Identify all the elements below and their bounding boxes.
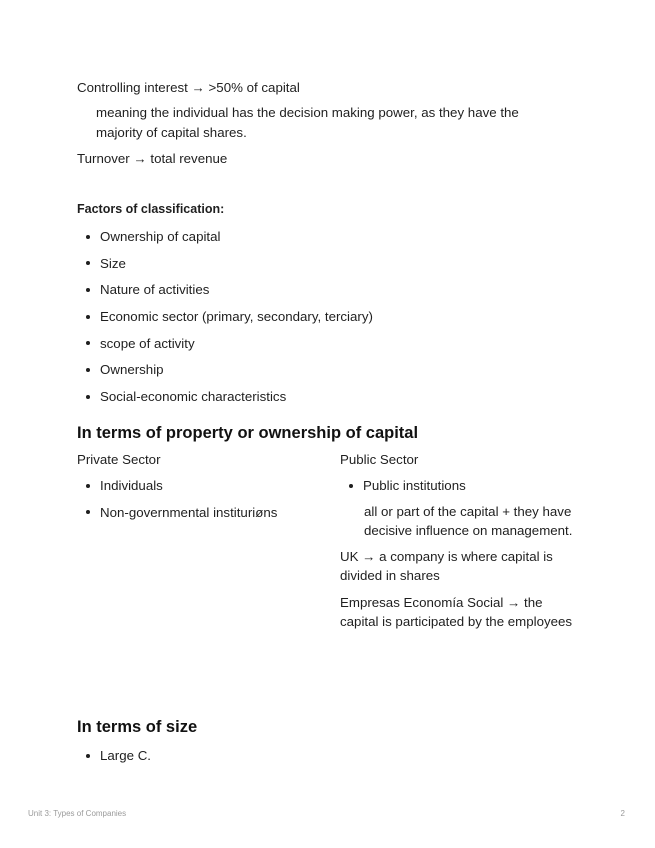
list-item: Nature of activities <box>77 280 373 299</box>
list-item: Ownership <box>77 360 373 379</box>
private-sector-list <box>77 476 327 522</box>
private-sector-title: Private Sector <box>77 452 161 467</box>
list-item: scope of activity <box>77 334 373 353</box>
factors-heading: Factors of classification: <box>77 202 225 216</box>
list-item: Non-governmental instituriøns <box>77 503 327 522</box>
list-item: Economic sector (primary, secondary, terciary) <box>77 307 373 326</box>
page-number: 2 <box>620 809 625 818</box>
size-heading: In terms of size <box>77 718 198 736</box>
private-sector-column <box>77 450 327 529</box>
ownership-heading: In terms of property or ownership of capital <box>77 424 419 442</box>
public-sector-title: Public Sector <box>340 452 419 467</box>
footer-title: Unit 3: Types of Companies <box>28 809 127 818</box>
list-item: Public institutions <box>340 476 580 495</box>
list-item: Large C. <box>77 746 151 765</box>
size-list <box>77 746 151 773</box>
factors-list <box>77 227 373 414</box>
uk-note: UK → a company is where capital is divided in shares <box>340 548 553 584</box>
social-economy-note: Empresas Economía Social → the capital is participated by the employees <box>340 594 573 630</box>
controlling-interest-line: Controlling interest → >50% of capital <box>77 80 300 95</box>
public-sector-list <box>340 476 580 495</box>
public-sector-column <box>340 450 580 639</box>
list-item: Ownership of capital <box>77 227 373 246</box>
controlling-interest-detail: meaning the individual has the decision making power, as they have the majority of capital shares. <box>96 105 519 140</box>
list-item: Social-economic characteristics <box>77 387 373 406</box>
list-item: Size <box>77 254 373 273</box>
turnover-line: Turnover → total revenue <box>77 151 228 166</box>
list-item: Individuals <box>77 476 327 495</box>
public-institutions-detail: all or part of the capital + they have decisive influence on management. <box>364 503 573 539</box>
